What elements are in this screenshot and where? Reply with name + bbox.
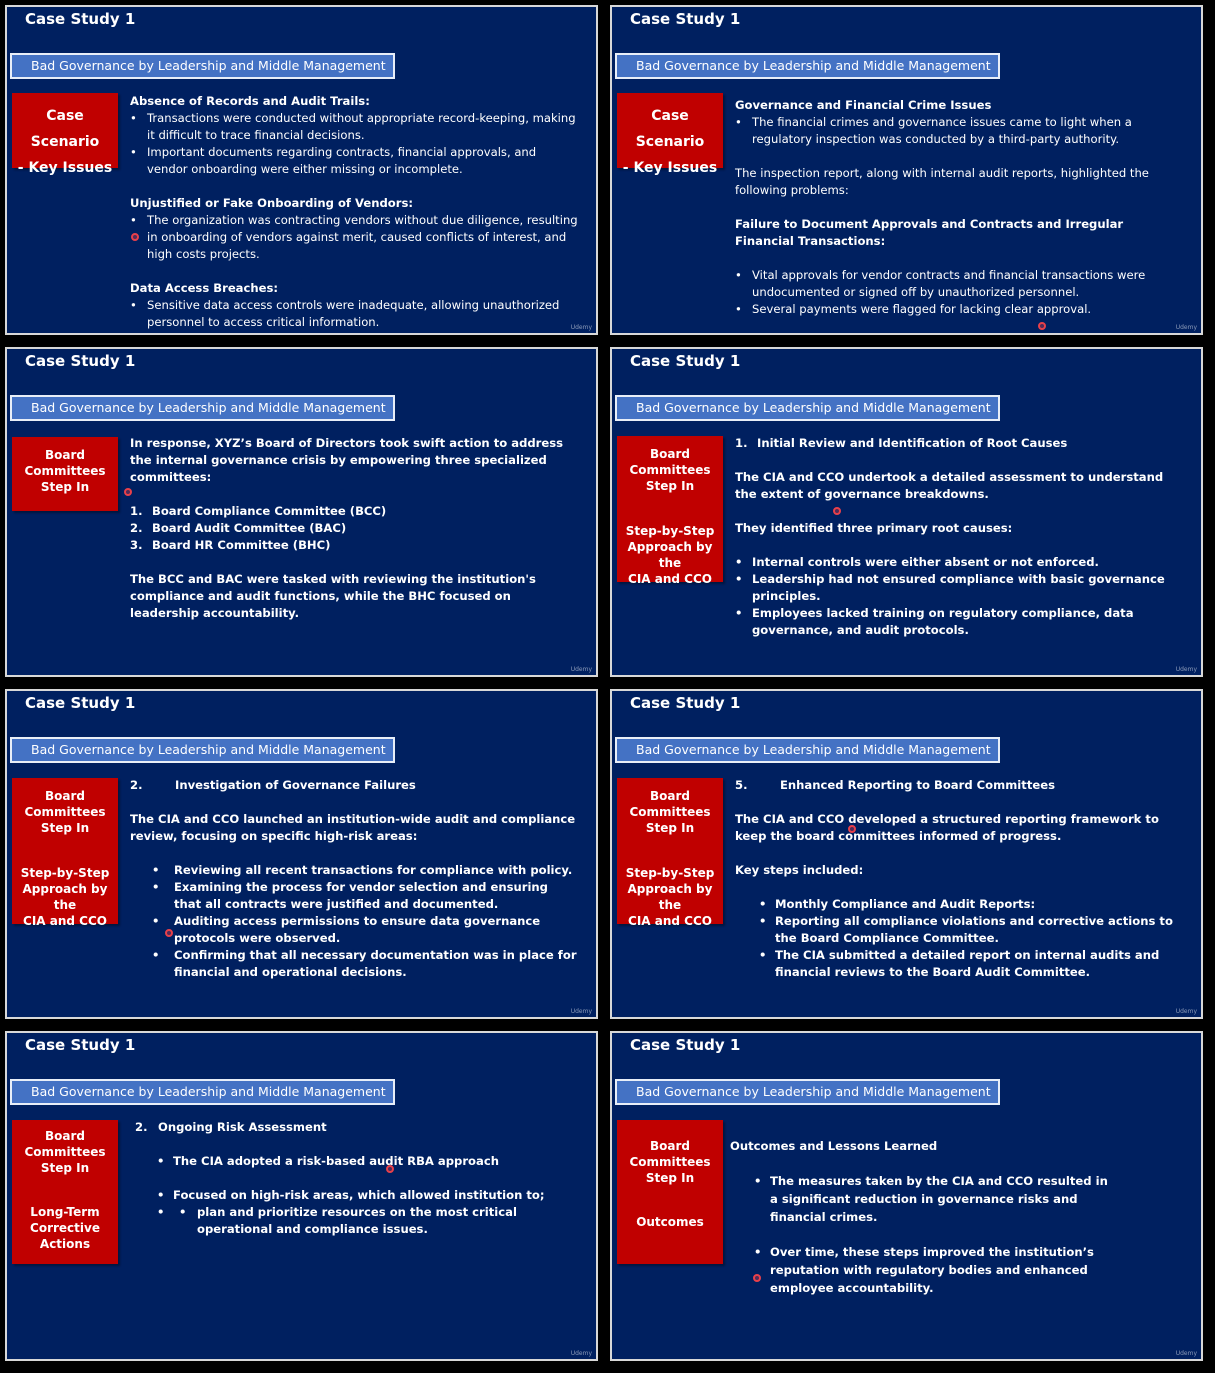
slide-body — [130, 93, 578, 331]
udemy-logo: Udemy — [570, 1008, 592, 1015]
udemy-logo: Udemy — [570, 666, 592, 673]
list-item: • Reviewing all recent transactions for compliance with policy. — [130, 862, 578, 879]
cursor-marker — [131, 233, 139, 241]
slide-body — [135, 1119, 578, 1238]
list-item: • Reporting all compliance violations and corrective actions to the Board Compliance Committee. — [735, 913, 1183, 947]
list-item: • Vital approvals for vendor contracts and financial transactions were undocumented or signed off by unauthorized personnel. — [735, 267, 1183, 301]
section-banner: Bad Governance by Leadership and Middle Management — [615, 1079, 1000, 1105]
cursor-marker — [848, 825, 856, 833]
slide-title: Case Study 1 — [630, 1036, 741, 1054]
slide-6 — [610, 689, 1203, 1019]
slide-body — [130, 435, 578, 622]
list-item: • The measures taken by the CIA and CCO resulted in a significant reduction in governance risks and financial crimes. — [730, 1172, 1111, 1226]
bullet-list — [735, 896, 1183, 981]
list-item: • Sensitive data access controls were inadequate, allowing unauthorized personnel to access critical information. — [130, 297, 578, 331]
board-committees-box: Board Committees Step In — [12, 437, 118, 511]
list-item: • • plan and prioritize resources on the most critical operational and compliance issues. — [157, 1204, 578, 1238]
section-banner: Bad Governance by Leadership and Middle Management — [10, 737, 395, 763]
paragraph: The CIA and CCO developed a structured reporting framework to keep the board committees informed of progress. — [735, 812, 1159, 843]
list-item: • Transactions were conducted without appropriate record-keeping, making it difficult to trace financial decisions. — [130, 110, 578, 144]
heading: Absence of Records and Audit Trails: — [130, 94, 370, 108]
cursor-marker — [753, 1274, 761, 1282]
board-committees-box: Board Committees Step In Step-by-Step Approach by the CIA and CCO — [617, 436, 723, 582]
heading: Data Access Breaches: — [130, 281, 279, 295]
sub-bullet-list — [135, 1204, 578, 1238]
udemy-logo: Udemy — [570, 324, 592, 331]
section-banner: Bad Governance by Leadership and Middle Management — [615, 53, 1000, 79]
list-item: • Monthly Compliance and Audit Reports: — [735, 896, 1183, 913]
slide-title: Case Study 1 — [630, 10, 741, 28]
slide-7 — [5, 1031, 598, 1361]
udemy-logo: Udemy — [1175, 324, 1197, 331]
list-item: • Leadership had not ensured compliance with basic governance principles. — [735, 571, 1183, 605]
list-item: • Internal controls were either absent or not enforced. — [735, 554, 1183, 571]
bullet-list — [135, 1153, 578, 1170]
slide-title: Case Study 1 — [25, 10, 136, 28]
step-heading: 2. Investigation of Governance Failures — [130, 778, 416, 792]
cursor-marker — [165, 929, 173, 937]
cursor-marker — [833, 507, 841, 515]
heading: Governance and Financial Crime Issues — [735, 98, 992, 112]
list-item: • The CIA submitted a detailed report on internal audits and financial reviews to the Board Audit Committee. — [735, 947, 1183, 981]
list-item: • Over time, these steps improved the institution’s reputation with regulatory bodies and enhanced employee accountability. — [730, 1243, 1111, 1297]
slide-title: Case Study 1 — [630, 694, 741, 712]
udemy-logo: Udemy — [1175, 1008, 1197, 1015]
slide-1 — [5, 5, 598, 335]
section-banner: Bad Governance by Leadership and Middle Management — [10, 395, 395, 421]
udemy-logo: Udemy — [1175, 1350, 1197, 1357]
slide-4 — [610, 347, 1203, 677]
slide-body — [735, 777, 1183, 981]
paragraph: The inspection report, along with internal audit reports, highlighted the following problems: — [735, 166, 1149, 197]
list-item: • Several payments were flagged for lacking clear approval. — [735, 301, 1183, 318]
paragraph: In response, XYZ’s Board of Directors took swift action to address the internal governance crisis by empowering three specialized committees: — [130, 436, 564, 484]
step-heading: 5. Enhanced Reporting to Board Committees — [735, 778, 1055, 792]
slide-title: Case Study 1 — [25, 352, 136, 370]
numbered-list — [130, 503, 578, 554]
bullet-list — [735, 114, 1183, 148]
list-item: • Confirming that all necessary documentation was in place for financial and operational decisions. — [130, 947, 578, 981]
list-item: • The financial crimes and governance issues came to light when a regulatory inspection was conducted by a third-party authority. — [735, 114, 1183, 148]
bullet-list — [130, 110, 578, 178]
section-banner: Bad Governance by Leadership and Middle Management — [10, 53, 395, 79]
step-heading: 1. Initial Review and Identification of Root Causes — [735, 436, 1068, 450]
paragraph: Key steps included: — [735, 863, 864, 877]
list-item: • Examining the process for vendor selection and ensuring that all contracts were justified and documented. — [130, 879, 578, 913]
board-committees-box: Board Committees Step In Step-by-Step Approach by the CIA and CCO — [12, 778, 118, 924]
step-heading: 2. Ongoing Risk Assessment — [135, 1120, 327, 1134]
bullet-list — [130, 212, 578, 263]
list-item: • Important documents regarding contracts, financial approvals, and vendor onboarding were either missing or incomplete. — [130, 144, 578, 178]
bullet-list — [130, 297, 578, 331]
slide-8 — [610, 1031, 1203, 1361]
board-committees-box: Board Committees Step In Long-Term Corrective Actions — [12, 1120, 118, 1264]
slide-body — [735, 97, 1183, 318]
cursor-marker — [386, 1165, 394, 1173]
udemy-logo: Udemy — [1175, 666, 1197, 673]
case-scenario-box: Case Scenario - Key Issues — [12, 93, 118, 168]
cursor-marker — [1038, 322, 1046, 330]
slide-3 — [5, 347, 598, 677]
bullet-list — [735, 554, 1183, 639]
case-scenario-box: Case Scenario - Key Issues — [617, 93, 723, 168]
bullet-list — [135, 1187, 578, 1204]
slide-body — [130, 777, 578, 981]
section-banner: Bad Governance by Leadership and Middle Management — [10, 1079, 395, 1105]
heading: Outcomes and Lessons Learned — [730, 1139, 938, 1153]
paragraph: The BCC and BAC were tasked with reviewing the institution's compliance and audit functions, while the BHC focused on leadership accountability. — [130, 572, 536, 620]
list-item: • Employees lacked training on regulatory compliance, data governance, and audit protocols. — [735, 605, 1183, 639]
slide-body — [735, 435, 1183, 639]
list-item: • Auditing access permissions to ensure data governance protocols were observed. — [130, 913, 578, 947]
list-item: • The organization was contracting vendors without due diligence, resulting in onboarding of vendors against merit, caused conflicts of interest, and high costs projects. — [130, 212, 578, 263]
list-item: 2. Board Audit Committee (BAC) — [130, 521, 347, 535]
heading: Unjustified or Fake Onboarding of Vendors: — [130, 196, 413, 210]
slide-title: Case Study 1 — [25, 694, 136, 712]
slide-body — [730, 1137, 1111, 1297]
list-item: 1. Board Compliance Committee (BCC) — [130, 504, 387, 518]
board-committees-box: Board Committees Step In Outcomes — [617, 1120, 723, 1264]
list-item: • Focused on high-risk areas, which allowed institution to; — [135, 1187, 578, 1204]
paragraph: The CIA and CCO launched an institution-wide audit and compliance review, focusing on specific high-risk areas: — [130, 812, 576, 843]
paragraph: They identified three primary root causes: — [735, 521, 1013, 535]
udemy-logo: Udemy — [570, 1350, 592, 1357]
list-item: 3. Board HR Committee (BHC) — [130, 538, 331, 552]
paragraph: The CIA and CCO undertook a detailed assessment to understand the extent of governance breakdowns. — [735, 470, 1164, 501]
slide-title: Case Study 1 — [630, 352, 741, 370]
cursor-marker — [124, 488, 132, 496]
bullet-list — [735, 267, 1183, 318]
slide-5 — [5, 689, 598, 1019]
board-committees-box: Board Committees Step In Step-by-Step Approach by the CIA and CCO — [617, 778, 723, 924]
heading: Failure to Document Approvals and Contracts and Irregular Financial Transactions: — [735, 217, 1124, 248]
bullet-list — [130, 862, 578, 981]
slide-title: Case Study 1 — [25, 1036, 136, 1054]
bullet-list — [730, 1172, 1111, 1226]
section-banner: Bad Governance by Leadership and Middle Management — [615, 395, 1000, 421]
slide-2 — [610, 5, 1203, 335]
list-item: • The CIA adopted a risk-based audit RBA approach — [135, 1153, 578, 1170]
bullet-list — [730, 1243, 1111, 1297]
section-banner: Bad Governance by Leadership and Middle Management — [615, 737, 1000, 763]
